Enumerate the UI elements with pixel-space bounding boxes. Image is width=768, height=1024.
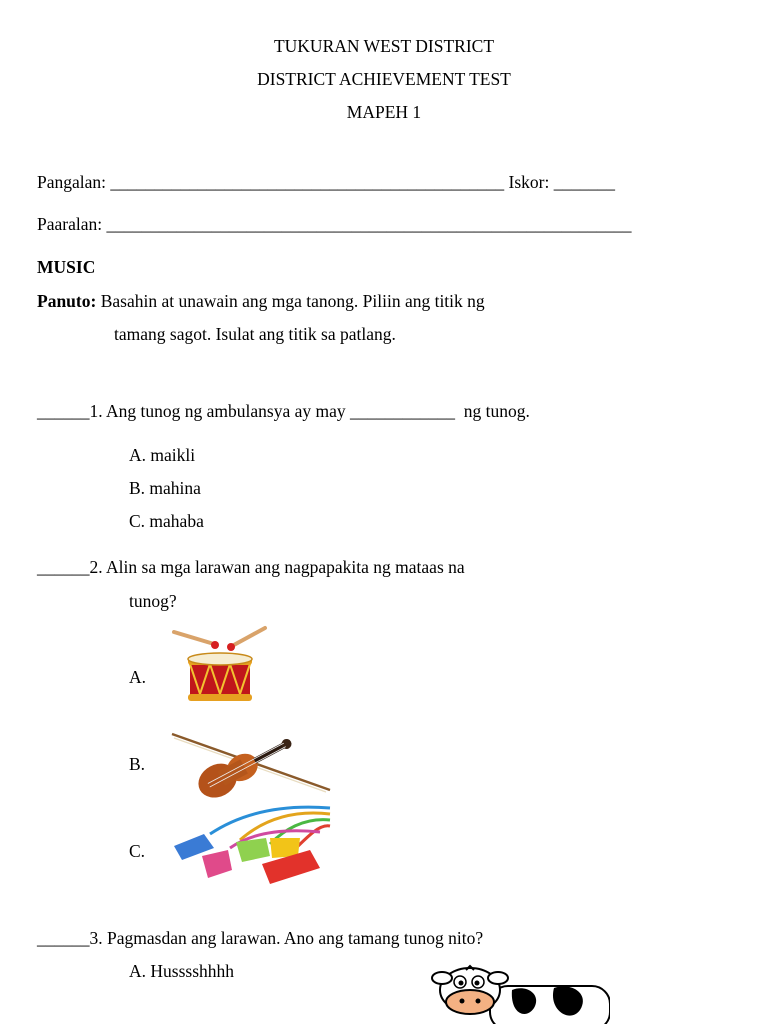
name-score-line: Pangalan: _____________________________________________ Iskor: _______ — [37, 172, 615, 192]
whistle-pink — [202, 850, 232, 878]
cow-muzzle — [446, 990, 494, 1014]
instructions — [37, 290, 485, 312]
whistles-image — [170, 804, 332, 888]
drumstick-right — [232, 628, 265, 646]
question-2-stem: ______2. Alin sa mga larawan ang nagpapakita ng mataas na — [37, 557, 465, 577]
question-1-choice-a: A. maikli — [129, 445, 196, 465]
cow-ear-left — [432, 972, 452, 984]
violin-image — [170, 730, 332, 802]
cow-body — [490, 986, 610, 1024]
question-2-stem-cont: tunog? — [129, 591, 177, 611]
cow-nostril-right — [476, 999, 481, 1004]
cow-ear-right — [488, 972, 508, 984]
header-subject: MAPEH 1 — [346, 102, 422, 122]
question-1-stem: ______1. Ang tunog ng ambulansya ay may ____________ ng tunog. — [37, 401, 530, 421]
header-school-district: TUKURAN WEST DISTRICT — [273, 36, 495, 56]
question-3-choice-a: A. Husssshhhh — [129, 961, 235, 981]
drum-head — [188, 653, 252, 665]
question-1-choice-b: B. mahina — [129, 478, 201, 498]
header-test-title: DISTRICT ACHIEVEMENT TEST — [257, 69, 511, 89]
drum-rim-bottom — [188, 694, 252, 701]
question-1-choice-c: C. mahaba — [129, 511, 204, 531]
instructions-label: Panuto: — [37, 291, 97, 311]
drum-image — [170, 622, 270, 704]
instructions-text-2: tamang sagot. Isulat ang titik sa patlang. — [114, 324, 396, 344]
drumstick-tip-right — [227, 643, 235, 651]
section-title: MUSIC — [37, 257, 96, 277]
drumstick-tip-left — [211, 641, 219, 649]
instructions-text-1: Basahin at unawain ang mga tanong. Piliin ang titik ng — [96, 291, 485, 311]
drumstick-left — [174, 632, 214, 644]
violin-body — [192, 730, 298, 802]
question-2-choice-a-letter: A. — [129, 667, 147, 687]
question-2-choice-c-letter: C. — [129, 841, 146, 861]
cow-nostril-left — [460, 999, 465, 1004]
cow-image — [430, 964, 610, 1024]
question-2-choice-b-letter: B. — [129, 754, 146, 774]
whistle-green — [236, 838, 270, 862]
question-3-stem: ______3. Pagmasdan ang larawan. Ano ang tamang tunog nito? — [37, 928, 484, 948]
school-line: Paaralan: ____________________________________________________________ — [37, 214, 632, 234]
